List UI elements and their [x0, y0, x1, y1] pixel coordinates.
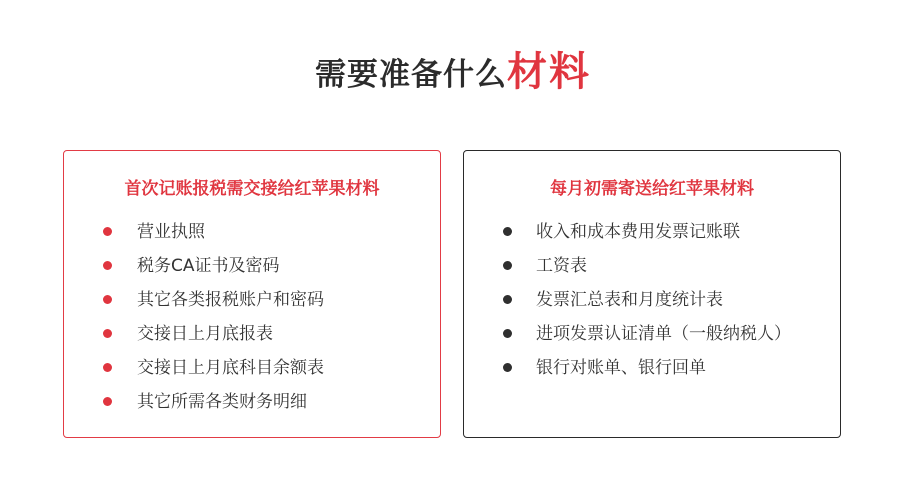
list-item-label: 其它所需各类财务明细: [137, 392, 307, 412]
list-item-label: 工资表: [536, 256, 587, 276]
monthly-materials-card: [463, 150, 841, 438]
page-title-accent: 材料: [507, 49, 591, 95]
bullet-dot-icon: [503, 261, 512, 270]
bullet-dot-icon: [103, 329, 112, 338]
page-title-text: 需要准备什么: [315, 57, 507, 93]
list-item-label: 交接日上月底报表: [137, 324, 273, 344]
material-list: [64, 221, 440, 425]
bullet-dot-icon: [103, 397, 112, 406]
list-item: [64, 357, 440, 391]
list-item: [464, 289, 840, 323]
list-item: [64, 323, 440, 357]
list-item-label: 发票汇总表和月度统计表: [536, 290, 723, 310]
list-item-label: 交接日上月底科目余额表: [137, 358, 324, 378]
list-item-label: 其它各类报税账户和密码: [137, 290, 324, 310]
material-list: [464, 221, 840, 391]
list-item: [64, 289, 440, 323]
list-item-label: 营业执照: [137, 222, 205, 242]
list-item-label: 银行对账单、银行回单: [536, 358, 706, 378]
bullet-dot-icon: [103, 227, 112, 236]
list-item: [64, 255, 440, 289]
list-item: [464, 357, 840, 391]
bullet-dot-icon: [503, 295, 512, 304]
card-title: 首次记账报税需交接给红苹果材料: [124, 179, 380, 199]
page-title: [0, 44, 906, 108]
list-item: [464, 221, 840, 255]
bullet-dot-icon: [503, 329, 512, 338]
list-item-label: 进项发票认证清单（一般纳税人）: [536, 324, 791, 344]
list-item-label: 收入和成本费用发票记账联: [536, 222, 740, 242]
bullet-dot-icon: [103, 363, 112, 372]
list-item: [64, 391, 440, 425]
list-item: [64, 221, 440, 255]
bullet-dot-icon: [503, 227, 512, 236]
list-item-label: 税务CA证书及密码: [137, 256, 280, 276]
bullet-dot-icon: [103, 261, 112, 270]
card-title: 每月初需寄送给红苹果材料: [550, 179, 754, 199]
bullet-dot-icon: [103, 295, 112, 304]
list-item: [464, 255, 840, 289]
first-time-materials-card: [63, 150, 441, 438]
bullet-dot-icon: [503, 363, 512, 372]
list-item: [464, 323, 840, 357]
